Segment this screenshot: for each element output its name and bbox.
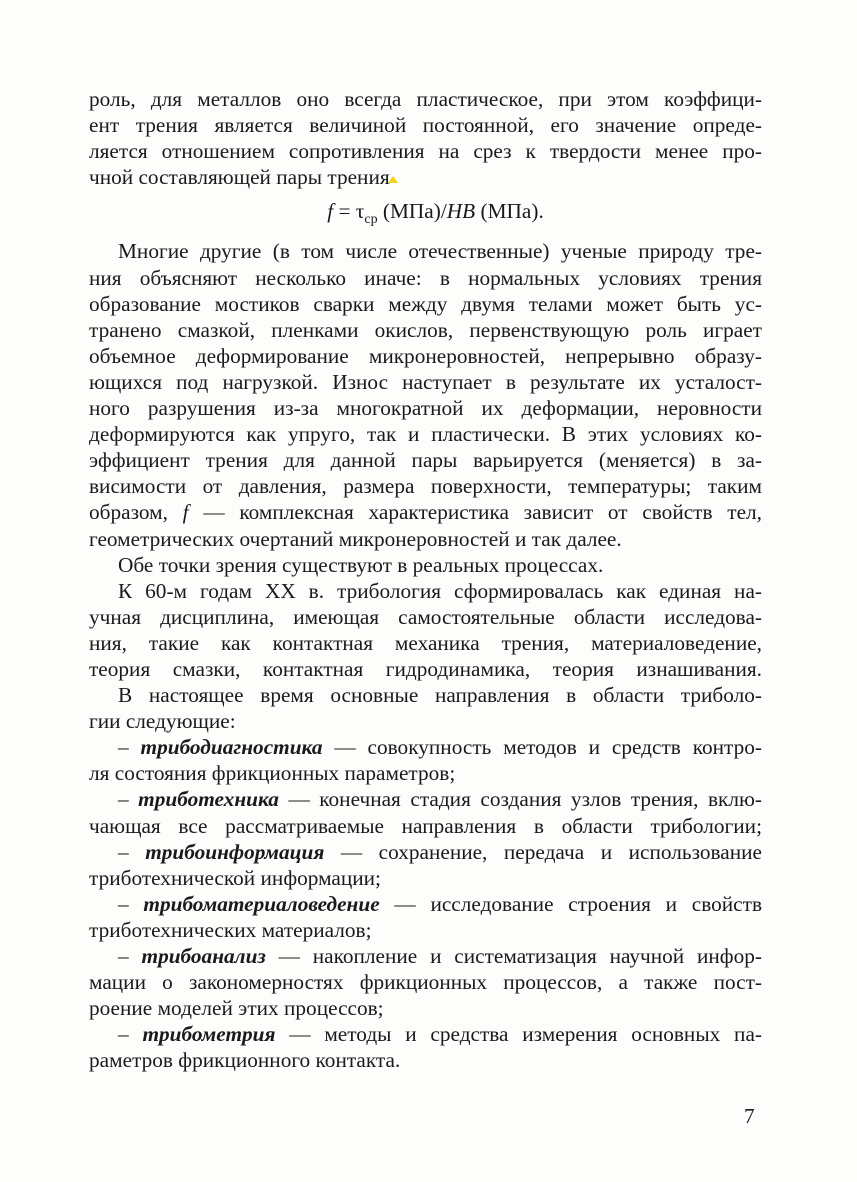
list-item <box>89 1021 762 1047</box>
text-line: ного разрушения из-за многократной их деформации, неровности <box>89 396 762 421</box>
list-text: — конечная стадия создания узлов трения, вклю- <box>278 787 762 812</box>
text-line-content: чной составляющей пары трения <box>89 165 390 190</box>
list-item-continuation: триботехнических материалов; <box>89 917 372 942</box>
text-line: теория смазки, контактная гидродинамика, теория изнашивания. <box>89 656 762 681</box>
list-item-continuation: триботехнической информации; <box>89 865 381 890</box>
formula-hb: HB <box>446 199 476 224</box>
formula-tau: τ <box>355 199 365 224</box>
formula-end: (МПа). <box>475 199 544 224</box>
text-line: К 60-м годам XX в. трибология сформировалась как единая на- <box>118 578 762 603</box>
text-line: транено смазкой, пленками окислов, первенствующую роль играет <box>89 317 762 342</box>
list-item-continuation: роение моделей этих процессов; <box>89 996 384 1021</box>
text-line: геометрических очертаний микронеровностей и так далее. <box>89 526 622 551</box>
list-text: — совокупность методов и средств контро- <box>322 735 762 760</box>
list-dash: – <box>118 944 142 968</box>
text-line: учная дисциплина, имеющая самостоятельные области исследова- <box>89 604 762 629</box>
list-dash: – <box>118 839 146 864</box>
list-item <box>89 839 762 865</box>
text-line: висимости от давления, размера поверхности, температуры; таким <box>89 474 762 499</box>
symbol-f: f <box>182 500 189 525</box>
list-term: трибодиагностика <box>140 735 323 760</box>
text-line: гии следующие: <box>89 709 236 734</box>
text-line: образование мостиков сварки между двумя телами может быть ус- <box>89 291 762 316</box>
list-text: — методы и средства измерения основных па- <box>275 1022 762 1047</box>
formula-f: f <box>327 199 334 224</box>
formula <box>89 198 762 233</box>
formula-mid: (МПа)/ <box>377 199 447 224</box>
list-term: трибоинформация <box>145 839 325 864</box>
text-line: Многие другие (в том числе отечественные) ученые природу тре- <box>118 239 762 264</box>
text-line: объемное деформирование микронеровностей, непрерывно образу- <box>89 343 762 368</box>
list-dash: – <box>118 891 144 916</box>
formula-subscript: ср <box>364 212 378 228</box>
text-line: ния, такие как контактная механика трения, материаловедение, <box>89 630 762 655</box>
annotation-marker <box>388 176 398 183</box>
list-item <box>89 891 762 917</box>
list-dash: – <box>118 787 139 812</box>
list-item <box>89 943 762 969</box>
list-text: — исследование строения и свойств <box>379 891 762 916</box>
text-line: роль, для металлов оно всегда пластическое, при этом коэффици- <box>89 87 762 111</box>
text-line: деформируются как упруго, так и пластически. В этих условиях ко- <box>89 422 762 447</box>
page-number: 7 <box>744 1104 755 1128</box>
list-text: — накопление и систематизация научной инфор- <box>265 944 762 968</box>
list-term: трибоматериаловедение <box>143 891 380 916</box>
text-line: ющихся под нагрузкой. Износ наступает в результате их усталост- <box>89 369 762 394</box>
list-item-continuation: мации о закономерностях фрикционных процессов, а также пост- <box>89 970 762 995</box>
body-text <box>89 86 762 1073</box>
list-term: трибоанализ <box>141 944 266 968</box>
text-line <box>89 164 762 190</box>
list-term: трибометрия <box>142 1022 276 1047</box>
text-line <box>89 499 762 525</box>
directions-list <box>89 734 762 1073</box>
text-line: ляется отношением сопротивления на срез к твердости менее про- <box>89 139 762 164</box>
text-fragment: — комплексная характеристика зависит от свойств тел, <box>188 500 762 525</box>
formula-eq: = <box>333 199 356 224</box>
text-line: эффициент трения для данной пары варьируется (меняется) в за- <box>89 448 762 473</box>
list-term: триботехника <box>138 787 279 812</box>
list-text: — сохранение, передача и использование <box>324 839 762 864</box>
text-line: В настоящее время основные направления в области триболо- <box>118 683 762 708</box>
list-dash: – <box>118 735 141 760</box>
list-item-continuation: чающая все рассматриваемые направления в области трибологии; <box>89 813 762 838</box>
text-line: ния объясняют несколько иначе: в нормальных условиях трения <box>89 265 762 290</box>
text-line: Обе точки зрения существуют в реальных процессах. <box>118 552 604 577</box>
list-item-continuation: раметров фрикционного контакта. <box>89 1048 401 1073</box>
list-item <box>89 786 762 812</box>
text-line: ент трения является величиной постоянной, его значение опреде- <box>89 113 762 138</box>
text-fragment: образом, <box>89 500 183 525</box>
list-dash: – <box>118 1022 143 1047</box>
list-item <box>89 734 762 760</box>
list-item-continuation: ля состояния фрикционных параметров; <box>89 761 456 786</box>
